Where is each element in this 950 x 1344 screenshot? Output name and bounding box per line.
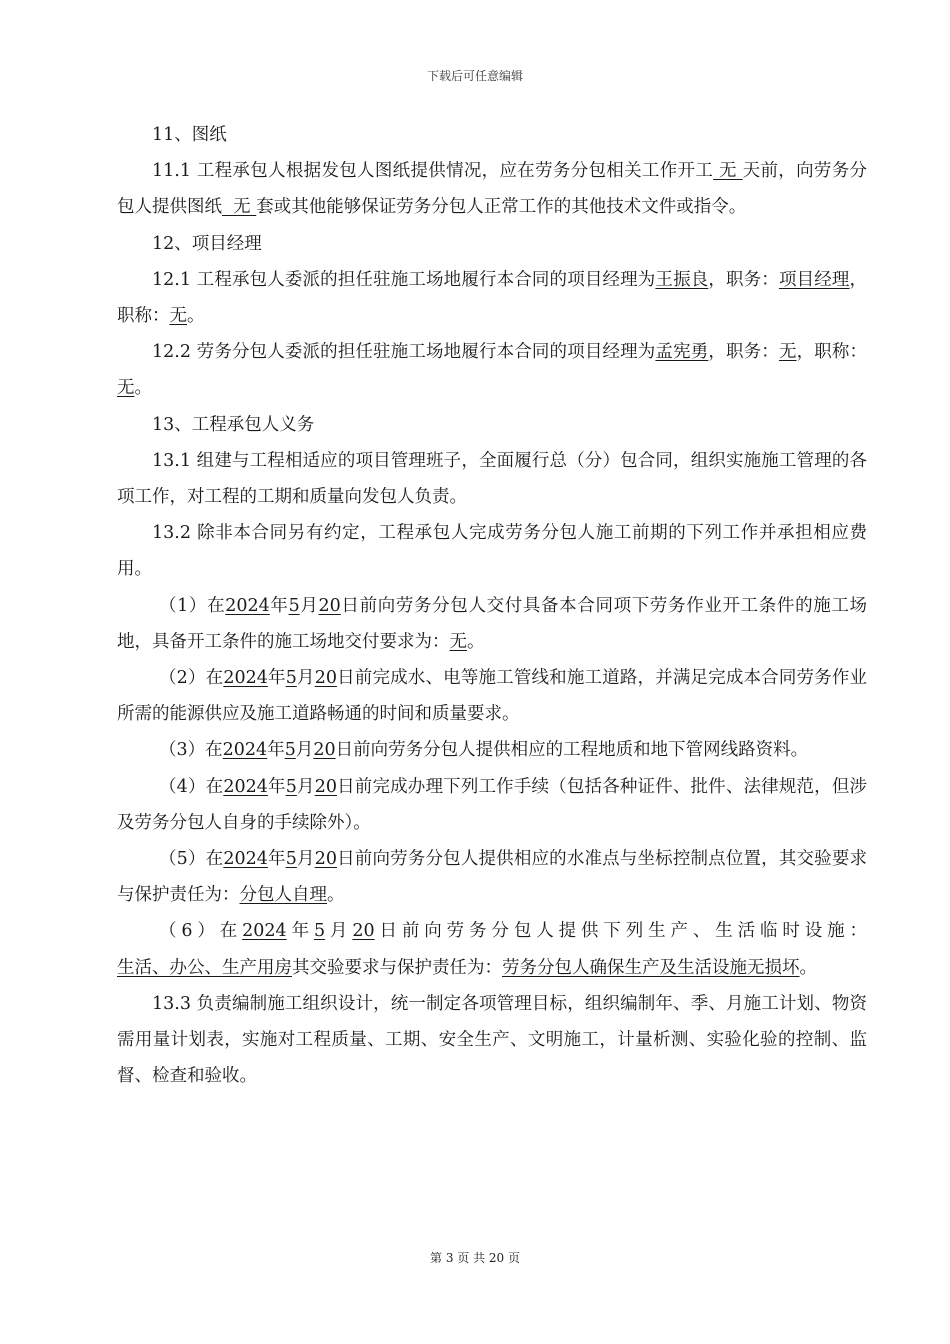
field-days: 无 — [713, 161, 743, 182]
document-body — [117, 117, 867, 1094]
page-footer: 第 3 页 共 20 页 — [430, 1251, 520, 1265]
field-manager-duty: 项目经理 — [778, 269, 850, 290]
field-sub-manager-rank: 无 — [117, 378, 135, 399]
item-13-2-3: （3）在2024年5月20日前向劳务分包人提供相应的工程地质和地下管网线路资料。 — [159, 740, 809, 761]
paragraph-13-3: 13.3 负责编制施工组织设计，统一制定各项管理目标，组织编制年、季、月施工计划、物资需用量计划表，实施对工程质量、工期、安全生产、文明施工，计量析测、实验化验的控制、监督、检查和验收。 — [117, 993, 867, 1087]
page-header: 下载后可任意编辑 — [426, 69, 523, 83]
field-sub-manager-name: 孟宪勇 — [655, 342, 709, 363]
section-11-title: 11、图纸 — [152, 125, 227, 145]
field-facilities-req: 劳务分包人确保生产及生活设施无损坏 — [502, 957, 800, 978]
item-13-2-6: （6）在2024年5月20日前向劳务分包人提供下列生产、生活临时设施：生活、办公、生产用房其交验要求与保护责任为：劳务分包人确保生产及生活设施无损坏。 — [117, 921, 868, 978]
field-manager-rank: 无 — [169, 306, 187, 327]
paragraph-13-2: 13.2 除非本合同另有约定，工程承包人完成劳务分包人施工前期的下列工作并承担相应费用。 — [117, 523, 867, 580]
item-13-2-1: （1）在2024年5月20日前向劳务分包人交付具备本合同项下劳务作业开工条件的施工场地，具备开工条件的施工场地交付要求为：无。 — [117, 595, 868, 652]
paragraph-13-1: 13.1 组建与工程相适应的项目管理班子，全面履行总（分）包合同，组织实施施工管理的各项工作，对工程的工期和质量向发包人负责。 — [117, 450, 867, 508]
field-benchmark-req: 分包人自理 — [239, 885, 327, 906]
field-sets: 无 — [222, 197, 257, 218]
paragraph-11-1: 11.1 工程承包人根据发包人图纸提供情况，应在劳务分包相关工作开工 无 天前，向劳务分包人提供图纸 无 套或其他能够保证劳务分包人正常工作的其他技术文件或指令。 — [117, 161, 868, 218]
section-12-title: 12、项目经理 — [152, 233, 262, 254]
paragraph-12-1: 12.1 工程承包人委派的担任驻施工场地履行本合同的项目经理为王振良，职务：项目经理，职称：无。 — [117, 269, 868, 327]
item-13-2-4: （4）在2024年5月20日前完成办理下列工作手续（包括各种证件、批件、法律规范，但涉及劳务分包人自身的手续除外）。 — [117, 776, 868, 833]
section-13-title: 13、工程承包人义务 — [152, 414, 315, 435]
item-13-2-2: （2）在2024年5月20日前完成水、电等施工管线和施工道路，并满足完成本合同劳务作业所需的能源供应及施工道路畅通的时间和质量要求。 — [117, 668, 868, 725]
field-facilities: 生活、办公、生产用房 — [117, 957, 292, 978]
field-manager-name: 王振良 — [655, 269, 709, 290]
item-13-2-5: （5）在2024年5月20日前向劳务分包人提供相应的水准点与坐标控制点位置，其交验要求与保护责任为：分包人自理。 — [117, 849, 868, 906]
paragraph-12-2: 12.2 劳务分包人委派的担任驻施工场地履行本合同的项目经理为孟宪勇，职务：无，职称：无。 — [117, 342, 868, 399]
field-sub-manager-duty: 无 — [778, 342, 797, 363]
field-site-req: 无 — [449, 631, 467, 652]
